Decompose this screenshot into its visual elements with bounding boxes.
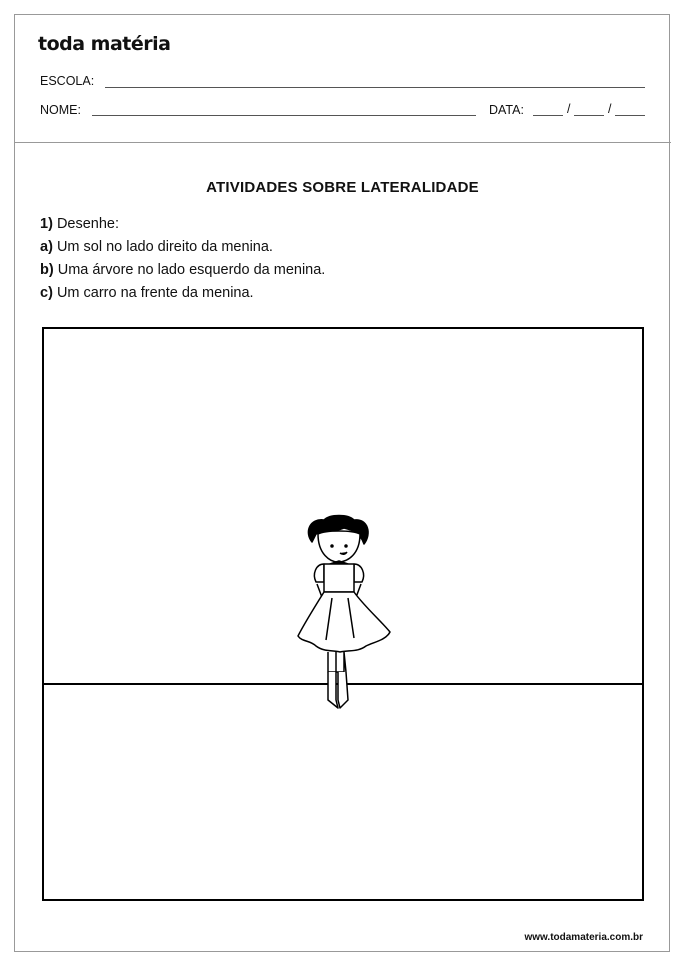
- question-item: [40, 285, 254, 301]
- item-letter: c): [40, 285, 53, 301]
- item-letter: a): [40, 239, 53, 255]
- date-day-field[interactable]: [533, 115, 563, 116]
- page-title: ATIVIDADES SOBRE LATERALIDADE: [206, 179, 479, 196]
- question-number: 1): [40, 216, 53, 232]
- item-text: Um sol no lado direito da menina.: [56, 239, 273, 255]
- girl-illustration: [290, 512, 400, 717]
- name-field[interactable]: [92, 115, 476, 116]
- item-letter: b): [40, 262, 54, 278]
- header-divider: [14, 142, 671, 143]
- item-text: Uma árvore no lado esquerdo da menina.: [57, 262, 326, 278]
- date-year-field[interactable]: [615, 115, 645, 116]
- school-label: ESCOLA:: [40, 74, 95, 88]
- name-label: NOME:: [40, 103, 81, 117]
- question-text: Desenhe:: [56, 216, 120, 232]
- date-month-field[interactable]: [574, 115, 604, 116]
- question-item: [40, 239, 273, 255]
- date-label: DATA:: [489, 103, 524, 117]
- school-field[interactable]: [105, 87, 645, 88]
- footer-website[interactable]: www.todamateria.com.br: [524, 932, 643, 943]
- question-item: [40, 262, 325, 278]
- logo: toda matéria: [38, 33, 171, 55]
- item-text: Um carro na frente da menina.: [56, 285, 254, 301]
- date-separator: /: [567, 102, 571, 116]
- date-separator: /: [608, 102, 612, 116]
- question: [40, 216, 119, 232]
